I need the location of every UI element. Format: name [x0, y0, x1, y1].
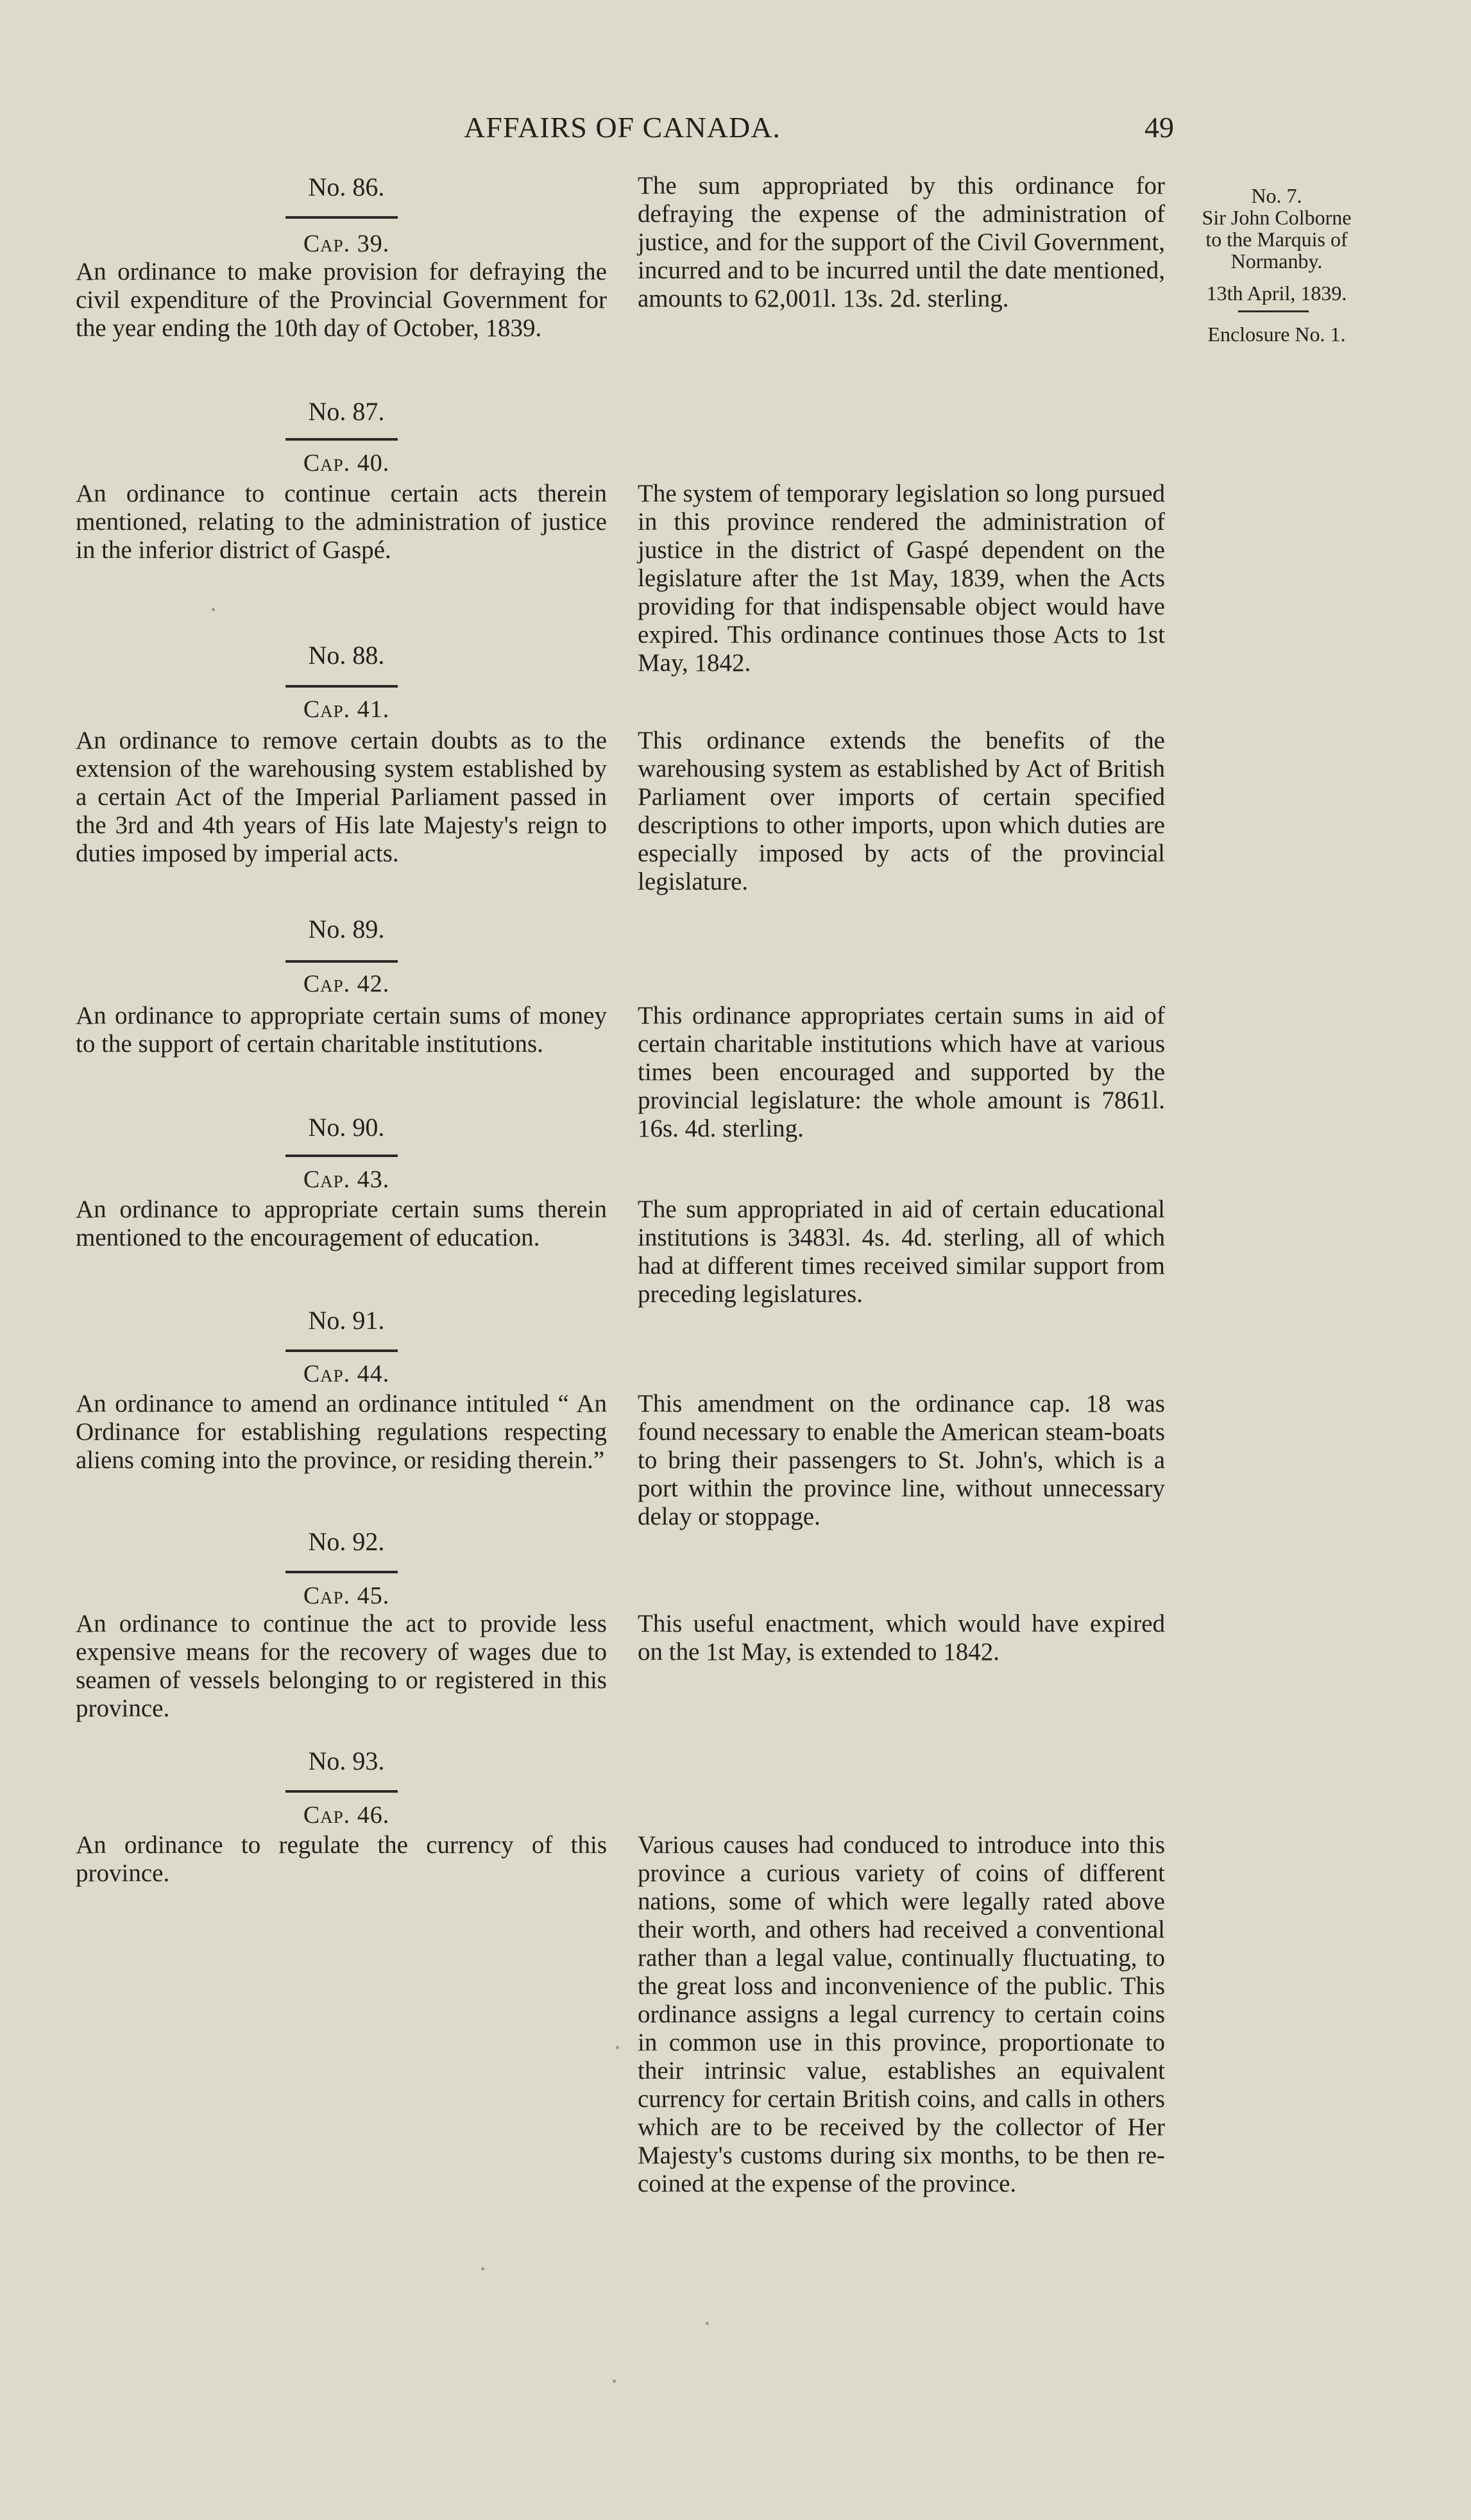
cap-heading [282, 1165, 411, 1194]
entry-number: No. 89. [308, 915, 385, 943]
cap-number: 43. [357, 1166, 390, 1193]
cap-heading [282, 1801, 411, 1829]
ordinance-commentary: This amendment on the ordinance cap. 18 was found necessary to enable the American steam-boats to bring their passengers to St. John's, which is a port within the province line, without unnecessary delay or stoppage. [638, 1390, 1165, 1530]
entry-number: No. 91. [308, 1306, 385, 1335]
ordinance-summary: An ordinance to appropriate certain sums therein mentioned to the encouragement of education. [76, 1196, 607, 1251]
paper-speck [616, 2046, 619, 2049]
cap-label: Cap. [303, 696, 351, 723]
ordinance-commentary: This useful enactment, which would have expired on the 1st May, is extended to 1842. [638, 1610, 1165, 1666]
entry-rule [285, 1790, 398, 1793]
ordinance-summary: An ordinance to continue certain acts therein mentioned, relating to the administration of justice in the inferior district of Gaspé. [76, 480, 607, 564]
paper-speck [706, 2322, 709, 2325]
entry-rule [285, 1571, 398, 1573]
entry-number: No. 93. [308, 1746, 385, 1775]
ordinance-summary: An ordinance to remove certain doubts as to the extension of the warehousing system established by a certain Act of the Imperial Parliament passed in the 3rd and 4th years of His late Majesty's reign to duties imposed by imperial acts. [76, 727, 607, 867]
margin-note-line3: Normanby. [1230, 249, 1323, 273]
entry-rule [285, 216, 398, 219]
cap-label: Cap. [303, 230, 351, 257]
paper-speck [613, 2380, 616, 2383]
cap-label: Cap. [303, 1582, 351, 1609]
ordinance-commentary: The system of temporary legislation so long pursued in this province rendered the administration of justice in the district of Gaspé dependent on the legislature after the 1st May, 1839, when the Acts providing for that indispensable object would have expired. This ordinance continues those Acts to 1st May, 1842. [638, 480, 1165, 677]
cap-number: 44. [357, 1360, 390, 1387]
ordinance-summary: An ordinance to amend an ordinance intituled “ An Ordinance for establishing regulations respecting aliens coming into the province, or residing therein.” [76, 1390, 607, 1474]
ordinance-summary: An ordinance to make provision for defraying the civil expenditure of the Provincial Government for the year ending the 10th day of October, 1839. [76, 258, 607, 342]
entry-rule [285, 685, 398, 688]
ordinance-commentary: This ordinance appropriates certain sums in aid of certain charitable institutions which have at various times been encouraged and supported by the provincial legislature: the whole amount is 7861l. 16s. 4d. sterling. [638, 1002, 1165, 1142]
paper-speck [212, 608, 215, 611]
margin-note-enclosure: Enclosure No. 1. [1207, 323, 1346, 346]
entry-rule [285, 1154, 398, 1157]
cap-heading [282, 1582, 411, 1610]
cap-heading [282, 449, 411, 477]
entry-rule [285, 1349, 398, 1352]
ordinance-commentary: The sum appropriated in aid of certain educational institutions is 3483l. 4s. 4d. sterling, all of which had at different times received similar support from preceding legislatures. [638, 1196, 1165, 1308]
cap-number: 46. [357, 1802, 390, 1829]
ordinance-commentary: The sum appropriated by this ordinance for defraying the expense of the administration of justice, and for the support of the Civil Government, incurred and to be incurred until the date mentioned, amounts to 62,001l. 13s. 2d. sterling. [638, 172, 1165, 312]
cap-number: 40. [357, 450, 390, 477]
cap-label: Cap. [303, 970, 351, 997]
entry-rule [285, 438, 398, 441]
cap-heading [282, 230, 411, 258]
entry-number: No. 87. [308, 397, 385, 426]
entry-number: No. 88. [308, 641, 385, 670]
cap-label: Cap. [303, 1802, 351, 1829]
ordinance-summary: An ordinance to regulate the currency of this province. [76, 1831, 607, 1887]
cap-number: 39. [357, 230, 390, 257]
ordinance-summary: An ordinance to appropriate certain sums of money to the support of certain charitable institutions. [76, 1002, 607, 1058]
cap-number: 42. [357, 970, 390, 997]
ordinance-commentary: Various causes had conduced to introduce into this province a curious variety of coins of different nations, some of which were legally rated above their worth, and others had received a conventional rather than a legal value, continually fluctuating, to the great loss and inconvenience of the public. This ordinance assigns a legal currency to certain coins in common use in this province, proportionate to their intrinsic value, establishes an equivalent currency for certain British coins, and calls in others which are to be received by the collector of Her Majesty's customs during six months, to be then re-coined at the expense of the province. [638, 1831, 1165, 2197]
cap-label: Cap. [303, 1166, 351, 1193]
ordinance-summary: An ordinance to continue the act to provide less expensive means for the recovery of wages due to seamen of vessels belonging to or registered in this province. [76, 1610, 607, 1722]
cap-label: Cap. [303, 450, 351, 477]
entry-rule [285, 960, 398, 963]
cap-heading [282, 970, 411, 998]
cap-heading [282, 695, 411, 723]
page-number: 49 [1144, 111, 1174, 144]
cap-heading [282, 1360, 411, 1388]
paper-speck [481, 2267, 484, 2271]
entry-number: No. 92. [308, 1527, 385, 1556]
entry-number: No. 90. [308, 1113, 385, 1142]
margin-note-rule [1238, 310, 1309, 312]
cap-number: 41. [357, 696, 390, 723]
margin-note-line1: Sir John Colborne [1202, 206, 1352, 229]
entry-number: No. 86. [308, 173, 385, 201]
margin-note-line2: to the Marquis of [1205, 228, 1348, 251]
cap-label: Cap. [303, 1360, 351, 1387]
ordinance-commentary: This ordinance extends the benefits of the warehousing system as established by Act of British Parliament over imports of certain specified descriptions to other imports, upon which duties are especially imposed by acts of the provincial legislature. [638, 727, 1165, 895]
margin-note-date: 13th April, 1839. [1206, 282, 1347, 305]
cap-number: 45. [357, 1582, 390, 1609]
running-head: AFFAIRS OF CANADA. [464, 111, 781, 144]
margin-note-number: No. 7. [1251, 184, 1302, 207]
